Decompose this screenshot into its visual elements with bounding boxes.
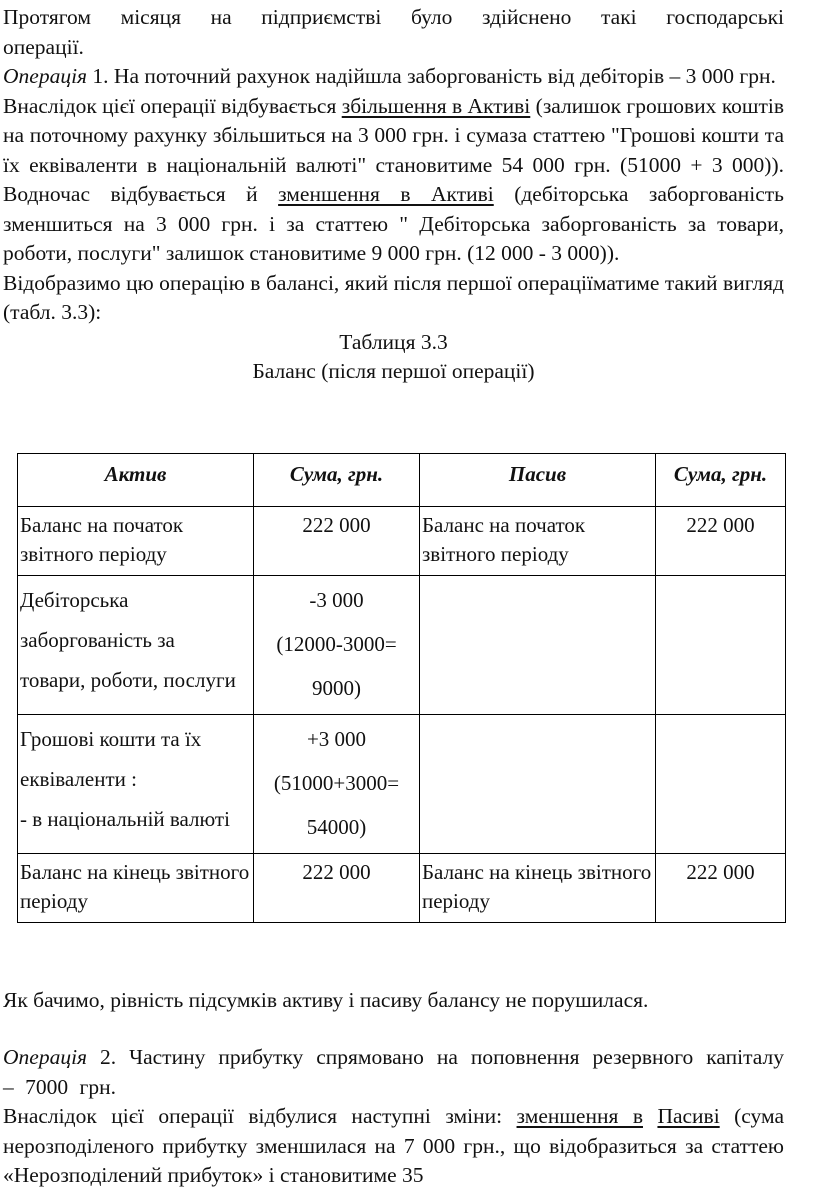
effect-text-a: Внаслідок цієї операції відбувається: [3, 93, 342, 118]
row-liability-label: Баланс на кінець звітного періоду: [420, 854, 656, 923]
increase-in-assets: збільшення в Активі: [341, 93, 531, 118]
header-liabilities-sum: Сума, грн.: [656, 454, 786, 507]
table-row: [18, 715, 786, 854]
op2-effect-text-b: (сума нерозподіленого прибутку зменшилася на 7 000 грн., що відобразиться за статтею «Нерозподілений прибуток» і становитиме 35: [3, 1104, 785, 1187]
cash-line-3: - в національній валюті: [20, 807, 230, 831]
balance-intro-paragraph: Відобразимо цю операцію в балансі, який після першої операціїматиме такий вигляд (табл. 3.3):: [3, 270, 784, 324]
op2-effect-text-a: Внаслідок цієї операції відбулися наступні зміни:: [3, 1104, 517, 1128]
cash-change: +3 000: [306, 727, 367, 751]
receivables-calc-2: 9000): [312, 676, 361, 700]
decrease-in-liabilities: зменшення в: [516, 1104, 643, 1128]
liabilities-word: Пасиві: [657, 1104, 720, 1128]
operation-1-text: 1. На поточний рахунок надійшла заборгованість від дебіторів – 3 000 грн.: [87, 64, 776, 88]
table-row: [18, 576, 786, 715]
balance-table: [17, 453, 786, 923]
row-asset-sum: 222 000: [254, 854, 420, 923]
row-asset-label: Баланс на початок звітного періоду: [18, 507, 254, 576]
row-asset-sum: [254, 715, 420, 854]
effect-text-c: (дебіторська заборгованість зменшиться на 3 000 грн. і за статтею " Дебіторська заборгованість за товари, роботи, послуги" залишок становитиме 9 000 грн. (12 000 - 3 000)).: [3, 182, 784, 265]
receivables-line-1: Дебіторська: [20, 588, 129, 612]
row-liability-sum: [656, 715, 786, 854]
effect-text-b: (залишок грошових коштів на поточному рахунку збільшиться на 3 000 грн. і сумаза статтею "Грошові кошти та їх еквіваленти в національній валюті" становитиме 54 000 грн. (51000 + 3 000)). Водночас відбувається й: [3, 93, 784, 206]
receivables-line-3: товари, роботи, послуги: [20, 668, 236, 692]
operation-2-text: 2. Частину прибутку спрямовано на поповнення резервного капіталу – 7000 грн.: [3, 1045, 784, 1099]
row-asset-label: [18, 715, 254, 854]
operation-2-effect-paragraph: [3, 1102, 784, 1191]
row-asset-sum: 222 000: [254, 507, 420, 576]
row-liability-label: [420, 715, 656, 854]
receivables-calc-1: (12000-3000=: [276, 632, 397, 656]
table-row: [18, 854, 786, 923]
row-liability-label: Баланс на початок звітного періоду: [420, 507, 656, 576]
table-number: Таблиця 3.3: [339, 329, 448, 354]
row-liability-label: [420, 576, 656, 715]
cash-calc-1: (51000+3000=: [273, 771, 400, 795]
operation-2-paragraph: [3, 1043, 784, 1102]
op2-space: [643, 1104, 657, 1128]
operation-2-block: [3, 1043, 784, 1191]
header-assets: Актив: [18, 454, 254, 507]
table-title: Баланс (після першої операції): [252, 359, 535, 383]
operation-1-paragraph: [3, 62, 784, 92]
row-liability-sum: 222 000: [656, 507, 786, 576]
table-header-row: [18, 454, 786, 507]
header-liabilities: Пасив: [420, 454, 656, 507]
decrease-in-assets: зменшення в Активі: [278, 182, 494, 206]
cash-line-2: еквіваленти :: [20, 767, 137, 791]
cash-calc-2: 54000): [306, 815, 367, 839]
operation-1-effect-paragraph: [3, 92, 784, 269]
row-asset-label: [18, 576, 254, 715]
row-asset-sum: [254, 576, 420, 715]
conclusion-paragraph: Як бачимо, рівність підсумків активу і пасиву балансу не порушилася.: [3, 988, 649, 1012]
row-liability-sum: 222 000: [656, 854, 786, 923]
operation-2-label: Операція: [3, 1045, 88, 1069]
table-row: [18, 507, 786, 576]
row-asset-label: Баланс на кінець звітного періоду: [18, 854, 254, 923]
cash-line-1: Грошові кошти та їх: [20, 727, 202, 751]
operation-1-label: Операція: [3, 64, 88, 88]
row-liability-sum: [656, 576, 786, 715]
intro-paragraph: Протягом місяця на підприємстві було здійснено такі господарські операції.: [3, 5, 784, 59]
header-assets-sum: Сума, грн.: [254, 454, 420, 507]
receivables-line-2: заборгованість за: [20, 628, 175, 652]
document-page: [3, 3, 784, 387]
receivables-change: -3 000: [309, 588, 364, 612]
conclusion-block: [3, 986, 784, 1016]
